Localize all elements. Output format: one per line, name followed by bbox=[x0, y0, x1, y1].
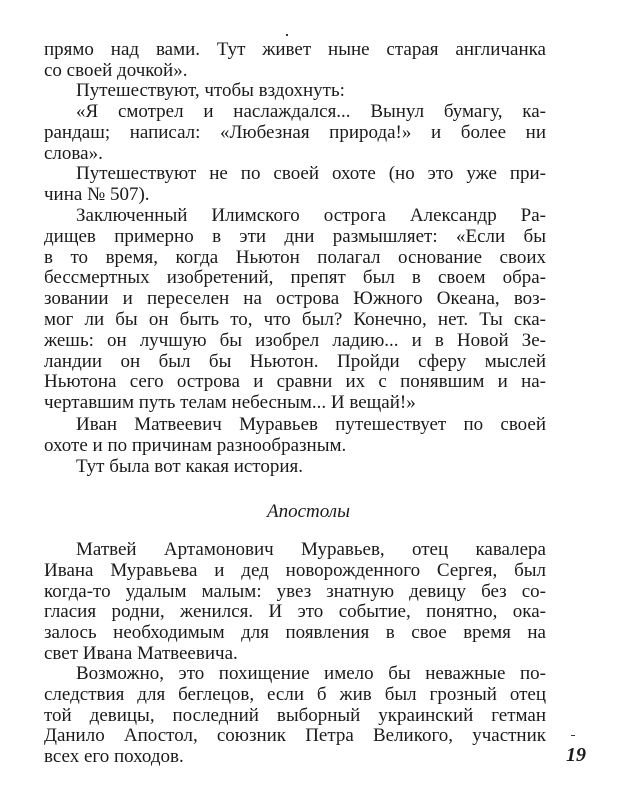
text-line: зовании и переселен на острова Южного Океана, воз- bbox=[44, 288, 546, 310]
text-line: когда-то удалым малым: увез знатную девицу без со- bbox=[44, 580, 546, 602]
text-line: жешь: он лучшую бы изобрел ладию... и в Новой Зе- bbox=[44, 329, 546, 351]
text-line: залось необходимым для появления в свое время на bbox=[44, 622, 546, 644]
text-line: Возможно, это похищение имело бы неважные по- bbox=[76, 663, 546, 684]
text-line: чина № 507). bbox=[44, 183, 150, 205]
text-line: мог ли бы он быть то, что был? Конечно, нет. Ты ска- bbox=[44, 309, 546, 330]
text-line: чертавшим путь телам небесным... И вещай!» bbox=[44, 392, 416, 414]
text-line: Путешествуют, чтобы вздохнуть: bbox=[76, 80, 345, 101]
section-heading: Апостолы bbox=[267, 501, 350, 522]
text-line: свет Ивана Матвеевича. bbox=[44, 643, 238, 664]
text-line: следствия для беглецов, если б жив был грозный отец bbox=[44, 683, 546, 705]
text-line: Путешествуют не по своей охоте (но это уже при- bbox=[76, 163, 546, 184]
text-line: дищев примерно в эти дни размышляет: «Если бы bbox=[44, 225, 546, 247]
text-line: Матвей Артамонович Муравьев, отец кавалера bbox=[76, 539, 546, 560]
text-line: в то время, когда Ньютон полагал основание своих bbox=[44, 246, 546, 268]
text-line: гласия родни, женился. И это событие, понятно, ока- bbox=[44, 601, 546, 623]
page-number: 19 bbox=[566, 744, 586, 766]
text-line: слова». bbox=[44, 142, 103, 164]
scan-speck bbox=[286, 34, 288, 36]
text-line: всех его походов. bbox=[44, 746, 184, 768]
text-line: Заключенный Илимского острога Александр Ра- bbox=[76, 205, 546, 226]
text-line: со своей дочкой». bbox=[44, 59, 188, 81]
text-line: рандаш; написал: «Любезная природа!» и более ни bbox=[44, 121, 546, 143]
text-line: Иван Матвеевич Муравьев путешествует по своей bbox=[76, 414, 546, 435]
text-line: Ивана Муравьева и дед новорожденного Сергея, был bbox=[44, 559, 546, 581]
text-line: «Я смотрел и наслаждался... Вынул бумагу, ка- bbox=[76, 101, 546, 122]
text-line: охоте и по причинам разнообразным. bbox=[44, 434, 347, 456]
text-line: Тут была вот какая история. bbox=[76, 456, 304, 477]
text-line: бессмертных изобретений, препят был в своем обра- bbox=[44, 267, 546, 289]
text-line: ландии он был бы Ньютон. Пройди сферу мыслей bbox=[44, 350, 546, 372]
text-line: Ньютона сего острова и сравни их с понявшим и на- bbox=[44, 371, 546, 393]
margin-mark bbox=[571, 735, 575, 736]
text-line: той девицы, последний выборный украинский гетман bbox=[44, 704, 546, 726]
text-line: Данило Апостол, союзник Петра Великого, участник bbox=[44, 725, 546, 747]
text-line: прямо над вами. Тут живет ныне старая англичанка bbox=[44, 39, 546, 60]
